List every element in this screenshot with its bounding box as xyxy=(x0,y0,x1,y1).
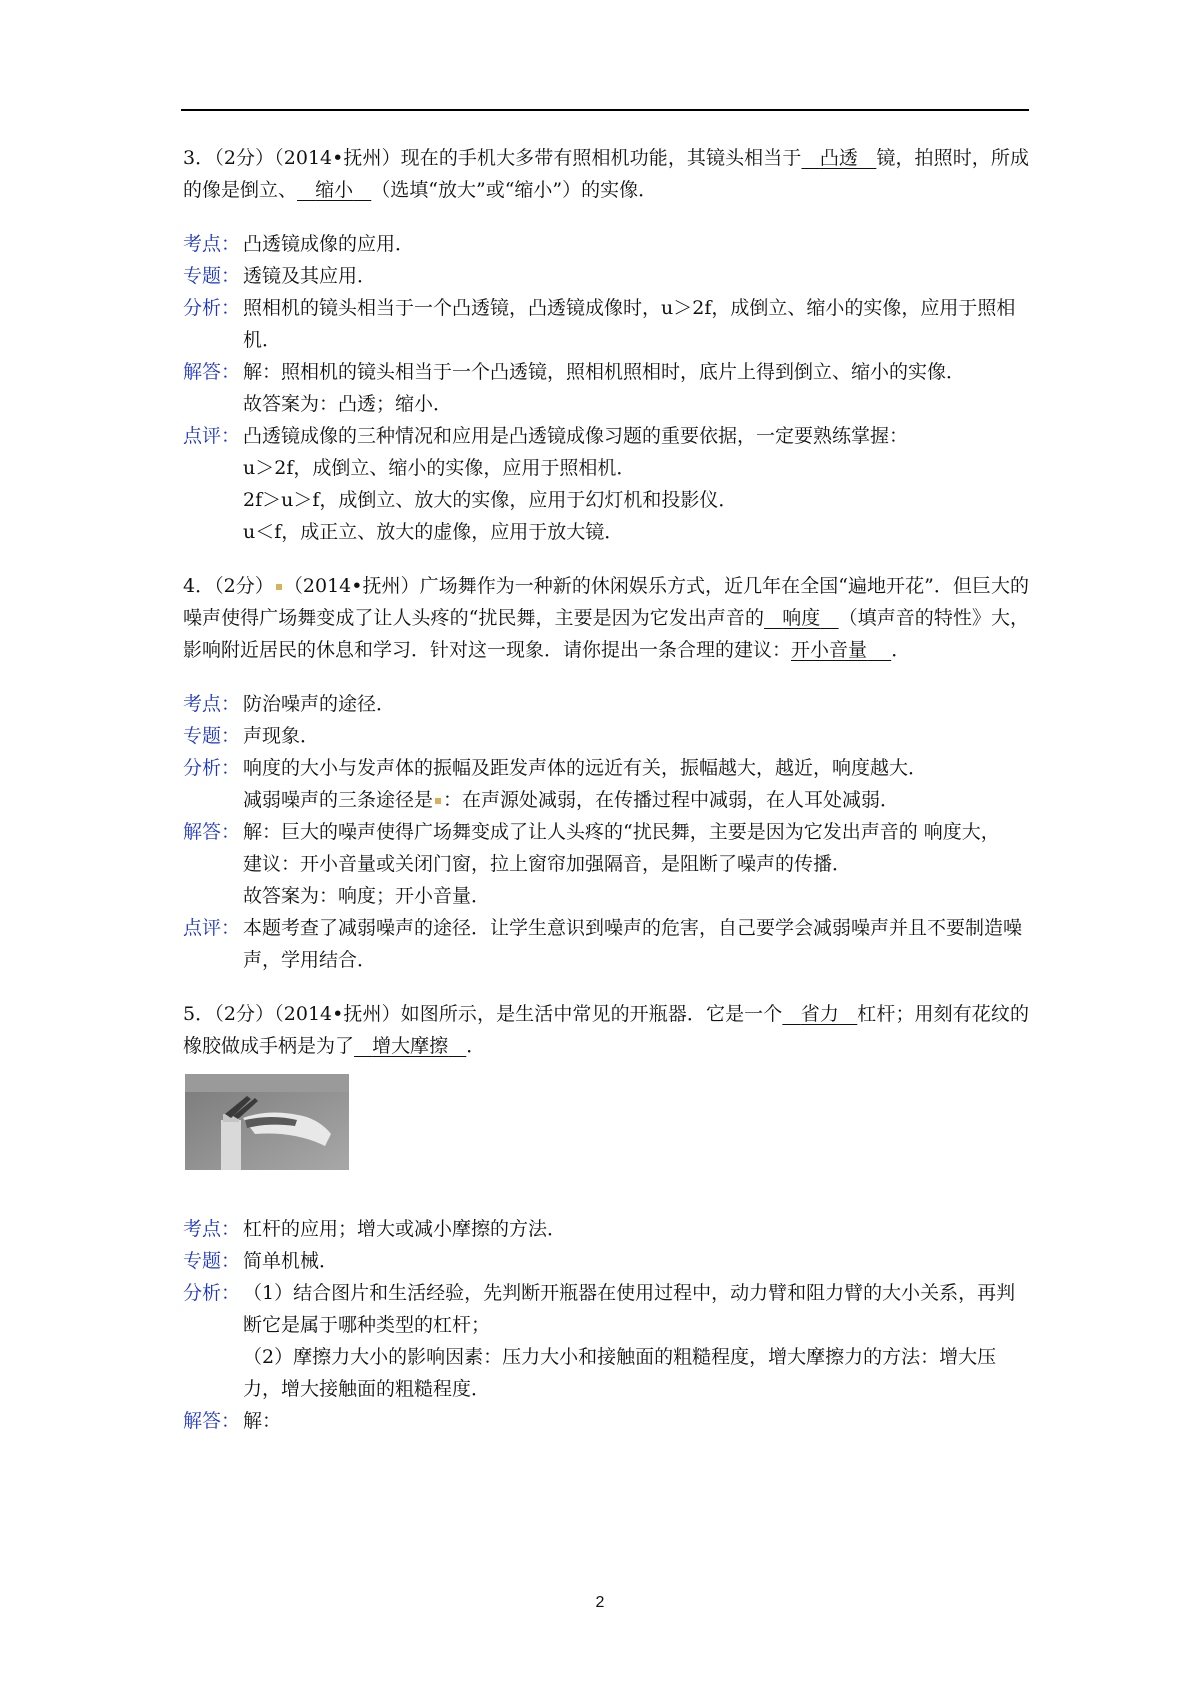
fenxi-label: 分析： xyxy=(183,1282,241,1304)
header-rule xyxy=(181,109,1029,111)
jieda-label: 解答： xyxy=(183,821,241,843)
zhuanti-label: 专题： xyxy=(183,725,241,747)
q5-kaodian: 考点： 杠杆的应用；增大或减小摩擦的方法． xyxy=(183,1213,1029,1245)
q4-answer-2: 开小音量 xyxy=(791,639,868,661)
q5-jieda: 解答： 解： xyxy=(183,1405,1029,1437)
q5-zhuanti: 专题： 简单机械． xyxy=(183,1245,1029,1277)
q4-fenxi: 分析： 响度的大小与发声体的振幅及距发声体的远近有关，振幅越大，越近，响度越大． 减弱噪声的三条途径是 ：在声源处减弱，在传播过程中减弱，在人耳处减弱． xyxy=(183,752,1029,816)
highlight-mark-icon xyxy=(435,798,441,804)
q3-fenxi: 分析： 照相机的镜头相当于一个凸透镜，凸透镜成像时，u＞2f，成倒立、缩小的实像，应用于照相机． xyxy=(183,292,1029,356)
q4-dianping: 点评： 本题考查了减弱噪声的途径．让学生意识到噪声的危害，自己要学会减弱噪声并且不要制造噪声，学用结合． xyxy=(183,912,1029,976)
q3-answer-2: 缩小 xyxy=(315,179,354,201)
page-number: 2 xyxy=(595,1594,605,1611)
q3-answer-1: 凸透 xyxy=(819,147,858,169)
q3-dianping: 点评： 凸透镜成像的三种情况和应用是凸透镜成像习题的重要依据，一定要熟练掌握： u＞2f，成倒立、缩小的实像，应用于照相机． 2f＞u＞f，成倒立、放大的实像，应用于幻灯机和投影仪． u＜f，成正立、放大的虚像，应用于放大镜． xyxy=(183,420,1029,548)
page-content xyxy=(183,142,1029,1437)
q4-kaodian: 考点： 防治噪声的途径． xyxy=(183,688,1029,720)
q4-jieda: 解答： 解：巨大的噪声使得广场舞变成了让人头疼的“扰民舞，主要是因为它发出声音的 响度大， 建议：开小音量或关闭门窗，拉上窗帘加强隔音，是阻断了噪声的传播． 故答案为：响度；开小音量． xyxy=(183,816,1029,912)
zhuanti-label: 专题： xyxy=(183,1250,241,1272)
q5-answer-2: 增大摩擦 xyxy=(372,1035,449,1057)
fenxi-label: 分析： xyxy=(183,297,241,319)
q5-fenxi: 分析： （1）结合图片和生活经验，先判断开瓶器在使用过程中，动力臂和阻力臂的大小关系，再判断它是属于哪种类型的杠杆； （2）摩擦力大小的影响因素：压力大小和接触面的粗糙程度，增大摩擦力的方法：增大压力，增大接触面的粗糙程度． xyxy=(183,1277,1029,1405)
question-5: 5．（2分）（2014•抚州）如图所示，是生活中常见的开瓶器．它是一个 省力 杠杆；用刻有花纹的橡胶做成手柄是为了 增大摩擦 ． xyxy=(183,1003,1029,1057)
question-3 xyxy=(183,142,1029,206)
kaodian-label: 考点： xyxy=(183,233,241,255)
q3-stem-part1: 3．（2分）（2014•抚州）现在的手机大多带有照相机功能，其镜头相当于 xyxy=(183,147,802,169)
bottle-opener-photo xyxy=(185,1074,349,1170)
jieda-label: 解答： xyxy=(183,361,241,383)
q3-zhuanti: 专题： 透镜及其应用． xyxy=(183,260,1029,292)
q3-kaodian: 考点： 凸透镜成像的应用． xyxy=(183,228,1029,260)
q3-jieda: 解答： 解：照相机的镜头相当于一个凸透镜，照相机照相时，底片上得到倒立、缩小的实像． 故答案为：凸透；缩小． xyxy=(183,356,1029,420)
dianping-label: 点评： xyxy=(183,425,241,447)
dianping-label: 点评： xyxy=(183,917,241,939)
q4-answer-1: 响度 xyxy=(782,607,821,629)
q5-answer-1: 省力 xyxy=(800,1003,839,1025)
q3-stem-part3: （选填“放大”或“缩小”）的实像． xyxy=(371,179,658,201)
q4-zhuanti: 专题： 声现象． xyxy=(183,720,1029,752)
fenxi-label: 分析： xyxy=(183,757,241,779)
highlight-mark-icon xyxy=(276,584,282,590)
jieda-label: 解答： xyxy=(183,1410,241,1432)
zhuanti-label: 专题： xyxy=(183,265,241,287)
q3-stem-part2: 镜，拍照时，所成的像是倒立、 xyxy=(183,147,1029,201)
kaodian-label: 考点： xyxy=(183,693,241,715)
kaodian-label: 考点： xyxy=(183,1218,241,1240)
question-4: 4．（2分） （2014•抚州）广场舞作为一种新的休闲娱乐方式，近几年在全国“遍地开花”．但巨大的噪声使得广场舞变成了让人头疼的“扰民舞，主要是因为它发出声音的 响度 （填声音的特性》大，影响附近居民的休息和学习．针对这一现象．请你提出一条合理的建议：开小音量 ． xyxy=(183,575,1029,661)
